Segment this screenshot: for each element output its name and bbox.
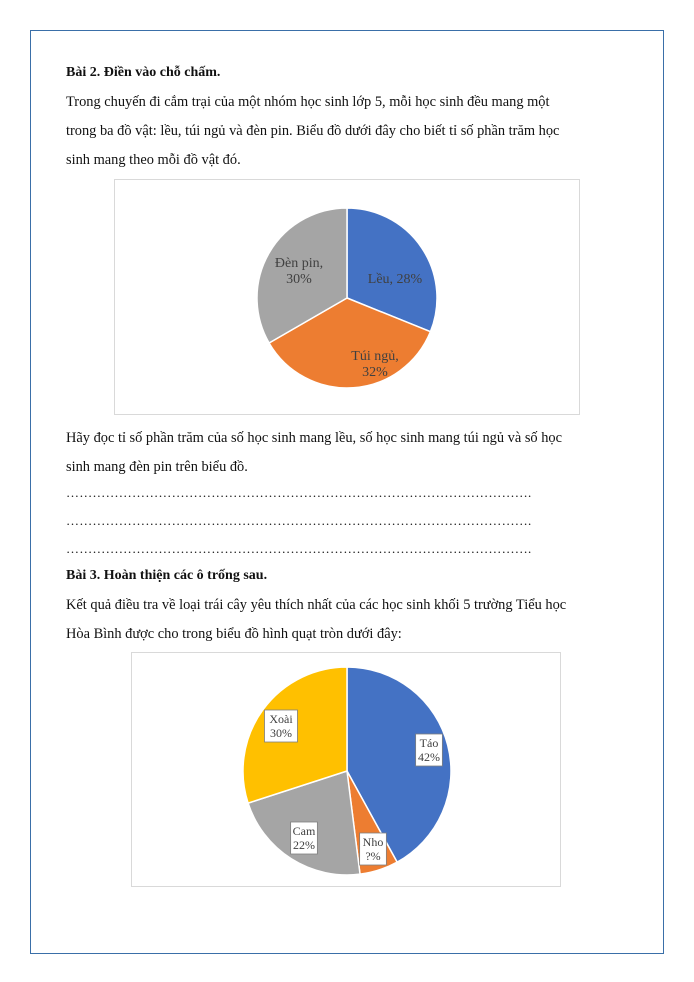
fruit-pie-label-2: Nho ?% (362, 835, 384, 864)
fruit-pie-chart (132, 653, 562, 888)
bai2-heading: Bài 2. Điền vào chỗ chấm. (66, 65, 221, 80)
bai2-question-line-2: sinh mang đèn pin trên biểu đồ. (66, 459, 248, 475)
fruit-pie-chart-box (131, 652, 561, 887)
bai3-heading: Bài 3. Hoàn thiện các ô trống sau. (66, 568, 268, 583)
answer-line-2[interactable]: ……………………………………………………………………………………………. (66, 513, 532, 528)
camping-pie-label-2: Túi ngủ, 32% (351, 348, 399, 380)
camping-pie-chart (115, 180, 581, 416)
bai2-question-line-1: Hãy đọc tỉ số phần trăm của số học sinh mang lều, số học sinh mang túi ngủ và số học (66, 430, 562, 446)
fruit-pie-label-3: Cam 22% (292, 824, 316, 853)
bai3-intro-line-1: Kết quả điều tra về loại trái cây yêu thích nhất của các học sinh khối 5 trường Tiểu học (66, 597, 567, 613)
bai2-intro-line-1: Trong chuyến đi cắm trại của một nhóm học sinh lớp 5, mỗi học sinh đều mang một (66, 94, 550, 110)
bai2-intro-line-3: sinh mang theo mỗi đồ vật đó. (66, 152, 241, 168)
camping-pie-chart-box (114, 179, 580, 415)
fruit-pie-label-1: Táo 42% (418, 736, 440, 765)
bai3-intro-line-2: Hòa Bình được cho trong biểu đồ hình quạt tròn dưới đây: (66, 626, 402, 642)
camping-pie-label-3: Đèn pin, 30% (274, 255, 324, 287)
fruit-pie-label-4: Xoài 30% (269, 712, 293, 741)
answer-line-1[interactable]: ……………………………………………………………………………………………. (66, 485, 532, 500)
bai2-intro-line-2: trong ba đồ vật: lều, túi ngủ và đèn pin. Biểu đồ dưới đây cho biết tỉ số phần trăm học (66, 123, 560, 139)
camping-pie-label-1: Lều, 28% (367, 271, 423, 287)
answer-line-3[interactable]: ……………………………………………………………………………………………. (66, 541, 532, 556)
